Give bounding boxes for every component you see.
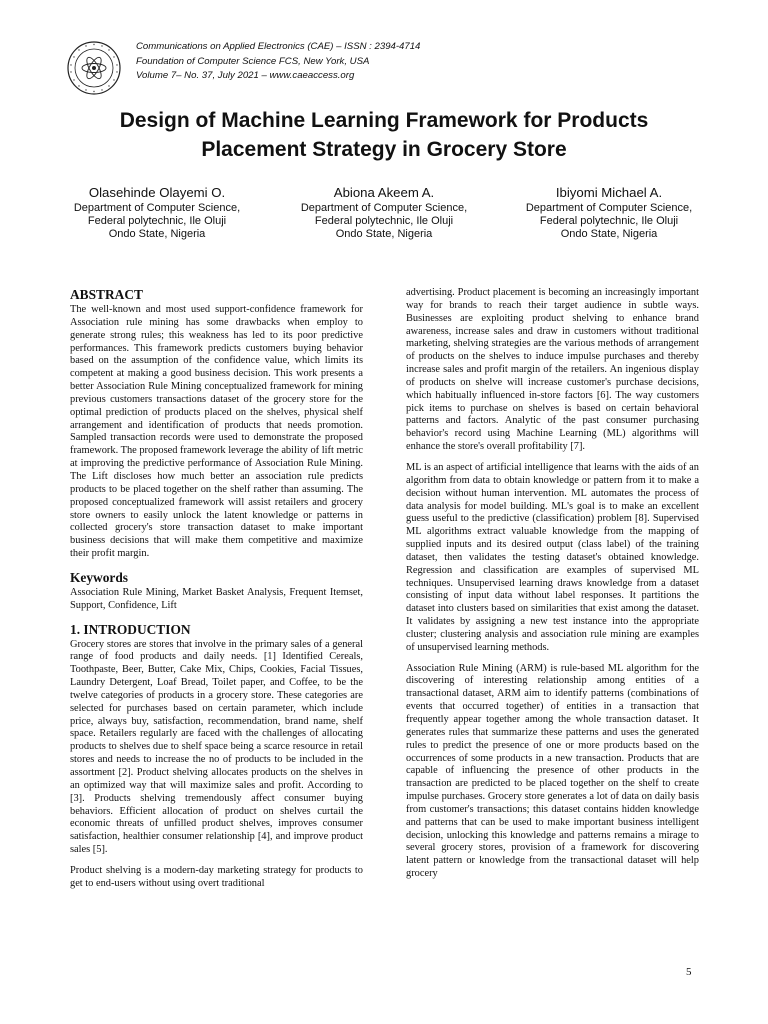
left-column: [70, 287, 363, 891]
journal-line-3: Volume 7– No. 37, July 2021 – www.caeaccess.org: [136, 70, 355, 82]
author-name: Abiona Akeem A.: [333, 185, 435, 200]
author-department: Department of Computer Science,: [300, 202, 468, 214]
author-institution: Federal polytechnic, Ile Oluji: [314, 215, 454, 227]
introduction-heading: 1. INTRODUCTION: [70, 621, 191, 637]
author-location: Ondo State, Nigeria: [108, 228, 206, 240]
abstract-text: The well-known and most used support-confidence framework for Association rule mining has some drawbacks when employ to generate strong rules; this weakness has led to its poor predictive performances. This framework predicts customers buying behavior based on the assumption of the confidence value, which limits its competent at making a good business decision. This work presents a better Association Rule Mining conceptualized framework for mining previous customers transactions dataset of the grocery store for the optimal prediction of products placed on the shelves, physical shelf arrangement and identification of products that needs promotion. Sampled transaction records were used to demonstrate the proposed framework. The proposed framework leverage the ability of lift metric at improving the predictive performance of Association Rule Mining. The Lift discloses how much better an association rule predicts products to be placed together on the shelf rather than assuming. The proposed conceptualized framework will assist retailers and grocery store owners to easily unlock the latent knowledge or patterns in collected grocery's store transaction dataset to make important business decisions that will make them competitive and maximize their profit margin.: [70, 304, 363, 560]
paper-title: [0, 106, 768, 164]
author-location: Ondo State, Nigeria: [335, 228, 433, 240]
keywords-text: Association Rule Mining, Market Basket Analysis, Frequent Itemset, Support, Confidence, Lift: [70, 586, 363, 611]
right-column: [406, 287, 699, 881]
intro-paragraph-1: Grocery stores are stores that involve in the primary sales of a general range of food products and daily needs. [1] Identified Cereals, Toothpaste, Beer, Butter, Cake Mix, Chips, Cookies, Facial Tissues, Laundry Detergent, Loaf Bread, Toilet paper, and Coffee, to be the twelve categories of products in a grocery store. These categories are selected for purchases based on certain parameter, which include price, always buy, satisfaction, recommendation, brand name, shelf space. Retailers regularly are faced with the challenges of allocating products to shelves due to shelf space being a scarce resource in retail stores and needs to increase the no of products to be included in the assortment [2]. Product shelving allocates products on the shelves in an optimized way that will maximize sales and profit. According to [3]. Products shelving tremendously affect consumer buying behaviors. Efficient allocation of product on shelves curtail the economic threats of unfilled product shelves, improves consumer satisfaction, healthier consumer relationship [4], and improve product sales [5].: [70, 638, 363, 856]
intro-paragraph-4: ML is an aspect of artificial intelligence that learns with the aids of an algorithm from data to obtain knowledge or pattern from it to make a decision without human intervention. ML automates the process of data analysis for model building. ML's goal is to make an excellent guess useful to the predictive (classification) problem [8]. Supervised ML algorithms extract valuable knowledge from the mapping of supplied inputs and its desired output (class label) of the training dataset, then validates the testing dataset's obtained knowledge. Regression and classification are examples of supervised ML techniques. Unsupervised learning draws knowledge from a dataset consisting of input data without label responses. It partitions the dataset into clusters based on similarities that exist among the dataset. It validates by assigning a new test instance into the appropriate cluster; clustering analysis and association rule mining are examples of unsupervised learning methods.: [406, 461, 699, 653]
author-name: Ibiyomi Michael A.: [555, 185, 663, 200]
author-institution: Federal polytechnic, Ile Oluji: [539, 215, 679, 227]
intro-paragraph-3: advertising. Product placement is becoming an increasingly important way for brands to reach their target audience in subtle ways. Businesses are exploiting product shelving to enhance brand awareness, increase sales and draw in customers without traditional marketing, shelving strategies are the various methods of arrangement of products on the shelves to induce impulse purchases and thereby increase sales and profit margin of the retailers. An ingenious display of products on shelve will increase customer's purchase decisions, which habitually influenced in-store factors [6]. The way customers pick items to purchase on shelves is based on certain behavioral patterns and factors. Analytic of the past consumer purchasing behavior's record using Machine Learning (ML) algorithms will enhance the store's overall profitability [7].: [406, 287, 699, 453]
journal-header: [136, 40, 420, 84]
intro-paragraph-5: Association Rule Mining (ARM) is rule-based ML algorithm for the discovering of interesting relationship among entities of a transactional dataset, ARM aim to identify patterns (combinations of events that occurred together) of entities in a transaction that frequently appear together among the whole transaction dataset. It generates rules that summarize these patterns and uses the generated rules to predict the presence of one or more products based on the occurrences of some products in a new transaction. Products that are capable of influencing the presence of other products in the transaction are predicted to be placed together on the shelf to create impulse purchases. Grocery store generates a lot of data on daily basis from customer's transactions; this dataset contains hidden knowledge and patterns that can be used to make important business intelligent decision, unlocking this knowledge and patterns remains a mirage to several grocery stores, provision of a framework for discovering latent pattern or knowledge from the transactional dataset will help grocery: [406, 662, 699, 880]
journal-line-2: Foundation of Computer Science FCS, New York, USA: [136, 55, 370, 67]
author-block: [494, 184, 724, 241]
page-number: 5: [686, 966, 692, 978]
title-line-2: Placement Strategy in Grocery Store: [201, 138, 567, 161]
keywords-heading: Keywords: [70, 569, 129, 585]
intro-paragraph-2: Product shelving is a modern-day marketing strategy for products to get to end-users without using overt traditional: [70, 864, 363, 889]
author-block: [269, 184, 499, 241]
author-block: [42, 184, 272, 241]
title-line-1: Design of Machine Learning Framework for Products: [119, 109, 649, 132]
author-department: Department of Computer Science,: [73, 202, 241, 214]
journal-seal-logo: [66, 40, 122, 96]
author-institution: Federal polytechnic, Ile Oluji: [87, 215, 227, 227]
author-name: Olasehinde Olayemi O.: [88, 185, 226, 200]
abstract-heading: ABSTRACT: [70, 287, 143, 302]
author-location: Ondo State, Nigeria: [560, 228, 658, 240]
journal-line-1: Communications on Applied Electronics (CAE) – ISSN : 2394-4714: [136, 41, 421, 52]
author-department: Department of Computer Science,: [525, 202, 693, 214]
